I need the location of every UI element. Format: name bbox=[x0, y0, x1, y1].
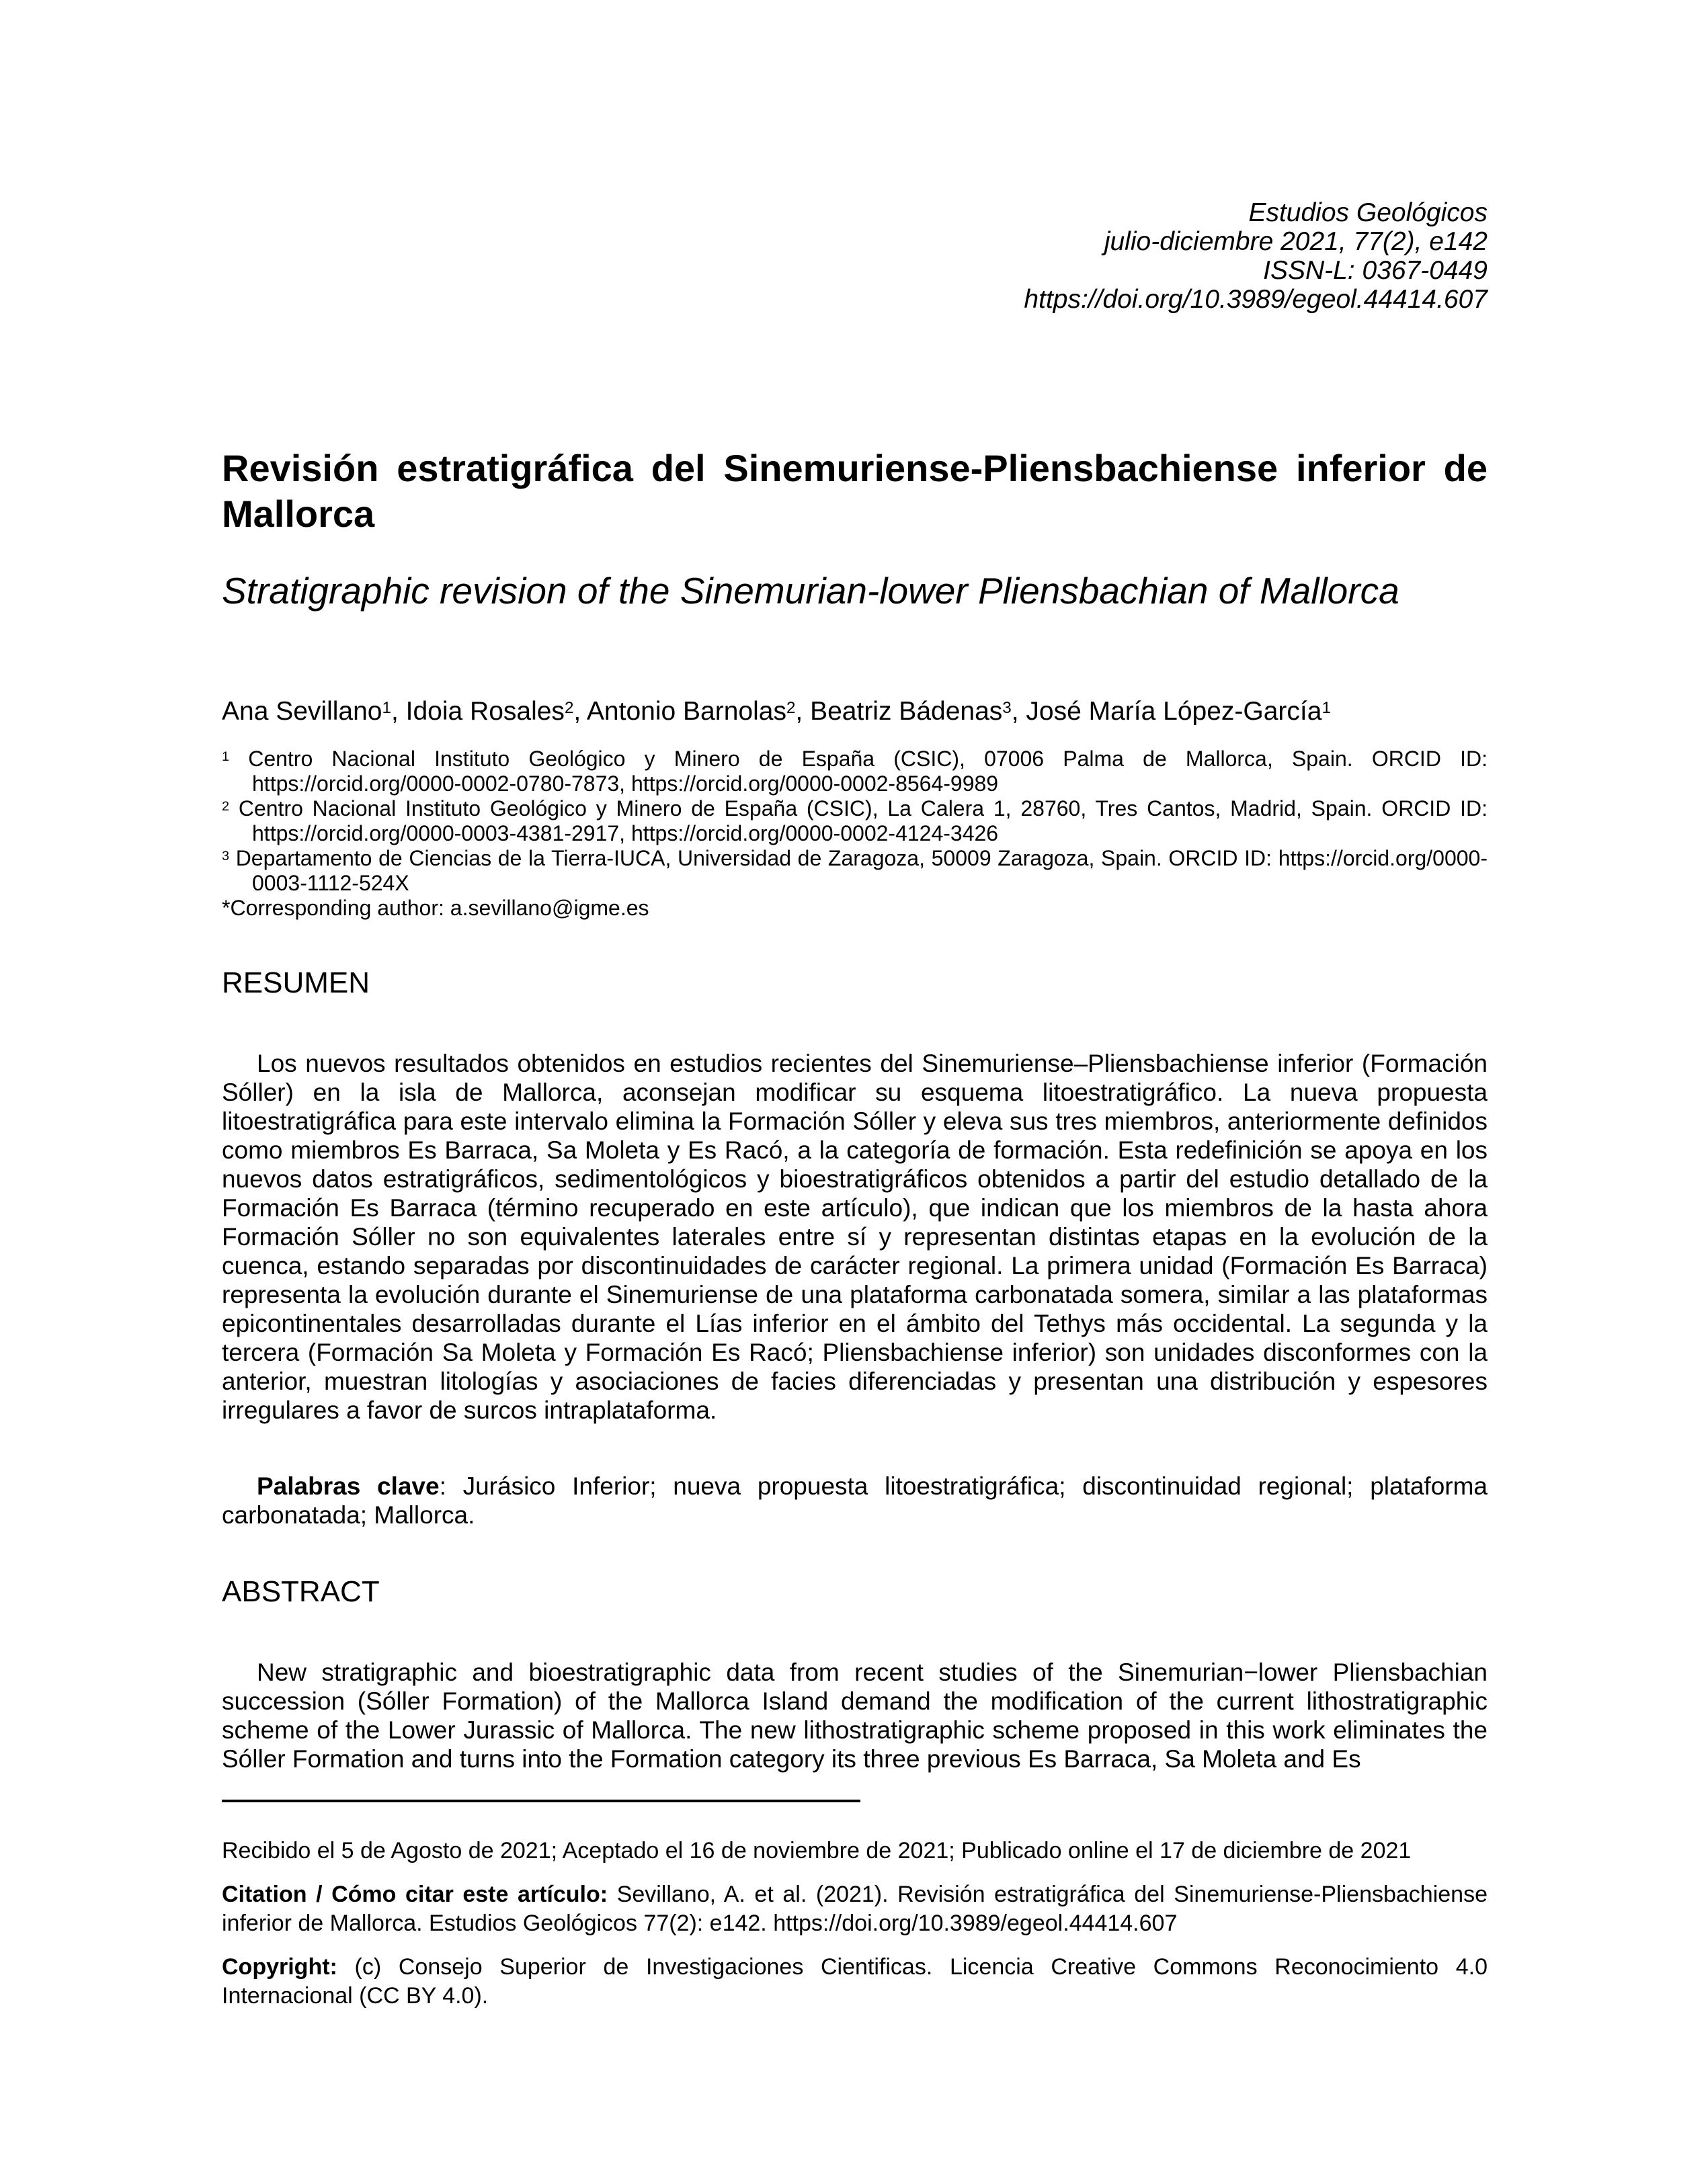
affiliation-list bbox=[222, 747, 1488, 896]
author-name: Ana Sevillano bbox=[222, 697, 382, 726]
footnote-block bbox=[222, 1800, 1488, 2011]
resumen-heading: RESUMEN bbox=[222, 966, 370, 999]
journal-header-line: Estudios Geológicos bbox=[1248, 198, 1488, 227]
corresponding-author-line: *Corresponding author: a.sevillano@igme.es bbox=[222, 896, 649, 920]
author-name: Beatriz Bádenas bbox=[810, 697, 1003, 726]
journal-header-line: ISSN-L: 0367-0449 bbox=[1263, 256, 1488, 285]
author-affiliation-ref: 2 bbox=[786, 698, 796, 717]
author-name: Antonio Barnolas bbox=[586, 697, 786, 726]
keywords-label: Palabras clave bbox=[257, 1472, 440, 1500]
citation-line bbox=[222, 1880, 1488, 1938]
footnote-rule bbox=[222, 1800, 860, 1802]
keywords-line bbox=[222, 1472, 1488, 1529]
keywords-text: : Jurásico Inferior; nueva propuesta litoestratigráfica; discontinuidad regional; plataforma carbonatada; Mallorca. bbox=[222, 1472, 1488, 1529]
affiliation-number: 3 bbox=[222, 848, 230, 864]
affiliation-item: $^3$ Departamento de Ciencias de la Tierra-IUCA, Universidad de Zaragoza, 50009 Zaragoza, Spain. ORCID ID: https://orcid.org/0000-0003-1112-524X bbox=[222, 846, 1488, 895]
citation-label: Citation / Cómo citar este artículo: bbox=[222, 1882, 608, 1907]
article-title-es: Revisión estratigráfica del Sinemuriense-Pliensbachiense inferior de Mallorca bbox=[222, 447, 1488, 535]
copyright-line bbox=[222, 1953, 1488, 2011]
affiliations-block bbox=[222, 747, 1488, 921]
copyright-label: Copyright: bbox=[222, 1954, 337, 1980]
received-accepted-line: Recibido el 5 de Agosto de 2021; Aceptado el 16 de noviembre de 2021; Publicado online el 17 de diciembre de 2021 bbox=[222, 1838, 1412, 1863]
authors-line: Ana Sevillano$^1$, Idoia Rosales$^2$, Antonio Barnolas$^2$, Beatriz Bádenas$^3$, José María López-García$^1$ bbox=[222, 697, 1331, 726]
author-name: José María López-García bbox=[1026, 697, 1322, 726]
author-affiliation-ref: 1 bbox=[1321, 698, 1331, 717]
article-title-en: Stratigraphic revision of the Sinemurian-lower Pliensbachian of Mallorca bbox=[222, 570, 1399, 612]
author-affiliation-ref: 1 bbox=[382, 698, 391, 717]
abstract-heading: ABSTRACT bbox=[222, 1575, 380, 1608]
author-affiliation-ref: 2 bbox=[564, 698, 574, 717]
affiliation-number: 2 bbox=[222, 798, 230, 814]
abstract-paragraph: New stratigraphic and bioestratigraphic data from recent studies of the Sinemurian−lower Pliensbachian succession (Sóller Formation) of the Mallorca Island demand the modification of the current lithostratigraphic scheme of the Lower Jurassic of Mallorca. The new lithostratigraphic scheme proposed in this work eliminates the Sóller Formation and turns into the Formation category its three previous Es Barraca, Sa Moleta and Es bbox=[222, 1658, 1488, 1773]
author-affiliation-ref: 3 bbox=[1002, 698, 1012, 717]
journal-header bbox=[222, 198, 1488, 314]
author-name: Idoia Rosales bbox=[405, 697, 565, 726]
journal-header-line: julio-diciembre 2021, 77(2), e142 bbox=[1104, 227, 1488, 256]
affiliation-item: $^1$ Centro Nacional Instituto Geológico y Minero de España (CSIC), 07006 Palma de Mallorca, Spain. ORCID ID: https://orcid.org/0000-0002-0780-7873, https://orcid.org/0000-0002-8564-9989 bbox=[222, 747, 1488, 796]
affiliation-number: 1 bbox=[222, 749, 230, 764]
journal-header-line: https://doi.org/10.3989/egeol.44414.607 bbox=[1024, 285, 1488, 314]
copyright-text: (c) Consejo Superior de Investigaciones Cientificas. Licencia Creative Commons Reconocimiento 4.0 Internacional (CC BY 4.0). bbox=[222, 1954, 1488, 2009]
resumen-paragraph: Los nuevos resultados obtenidos en estudios recientes del Sinemuriense–Pliensbachiense inferior (Formación Sóller) en la isla de Mallorca, aconsejan modificar su esquema litoestratigráfico. La nueva propuesta litoestratigráfica para este intervalo elimina la Formación Sóller y eleva sus tres miembros, anteriormente definidos como miembros Es Barraca, Sa Moleta y Es Racó, a la categoría de formación. Esta redefinición se apoya en los nuevos datos estratigráficos, sedimentológicos y bioestratigráficos obtenidos a partir del estudio detallado de la Formación Es Barraca (término recuperado en este artículo), que indican que los miembros de la hasta ahora Formación Sóller no son equivalentes laterales entre sí y representan distintas etapas en la evolución de la cuenca, estando separadas por discontinuidades de carácter regional. La primera unidad (Formación Es Barraca) representa la evolución durante el Sinemuriense de una plataforma carbonatada somera, similar a las plataformas epicontinentales desarrolladas durante el Lías inferior en el ámbito del Tethys más occidental. La segunda y la tercera (Formación Sa Moleta y Formación Es Racó; Pliensbachiense inferior) son unidades disconformes con la anterior, muestran litologías y asociaciones de facies diferenciadas y presentan una distribución y espesores irregulares a favor de surcos intraplataforma. bbox=[222, 1050, 1488, 1424]
affiliation-item: $^2$ Centro Nacional Instituto Geológico y Minero de España (CSIC), La Calera 1, 28760, Tres Cantos, Madrid, Spain. ORCID ID: https://orcid.org/0000-0003-4381-2917, https://orcid.org/0000-0002-4124-3426 bbox=[222, 796, 1488, 845]
citation-text: Sevillano, A. et al. (2021). Revisión estratigráfica del Sinemuriense-Pliensbachiense inferior de Mallorca. Estudios Geológicos 77(2): e142. https://doi.org/10.3989/egeol.44414.607 bbox=[222, 1882, 1488, 1936]
